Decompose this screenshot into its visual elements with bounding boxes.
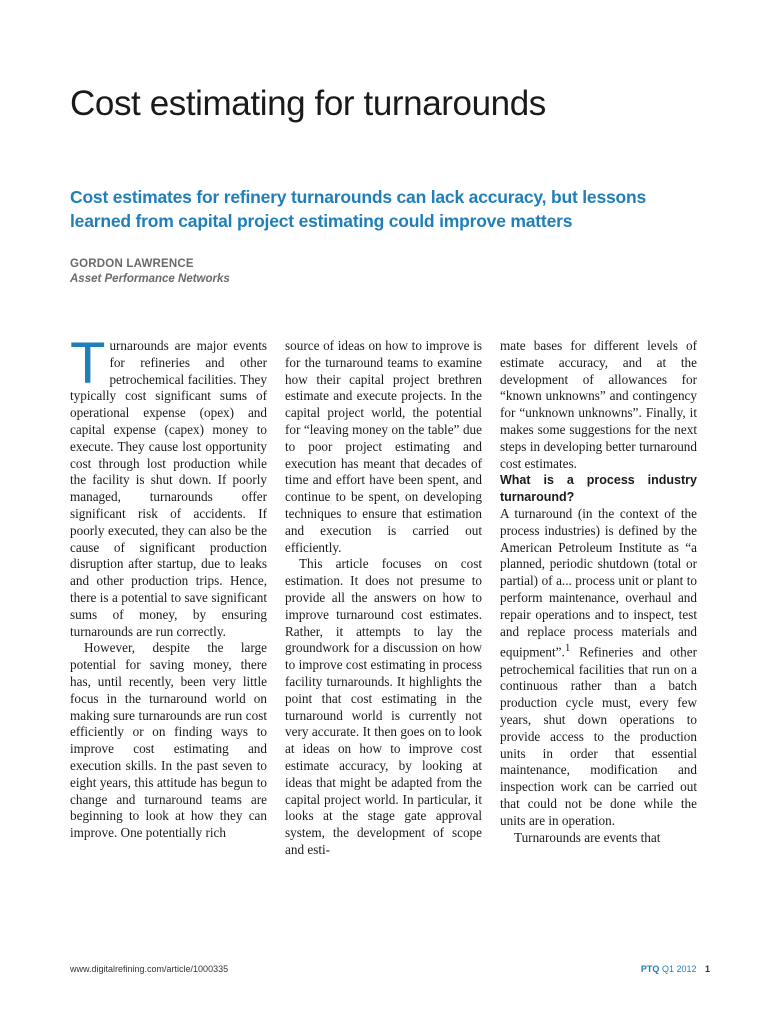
drop-cap: T bbox=[70, 331, 106, 396]
footer-publication-info bbox=[620, 964, 710, 974]
body-paragraph: However, despite the large potential for saving money, there has, until recently, been very little focus in the turnaround world on making sure turnarounds are run cost efficiently or on finding ways to improve cost estimating and execution skills. In the past seven to eight years, this attitude has begun to change and turnaround teams are beginning to look at how they can improve. One potentially rich bbox=[70, 640, 267, 841]
body-paragraph bbox=[70, 331, 267, 640]
column-2 bbox=[285, 338, 482, 859]
column-1 bbox=[70, 331, 267, 842]
issue-date: Q1 2012 bbox=[661, 964, 697, 974]
body-paragraph: source of ideas on how to improve is for the turnaround teams to examine how their capital project brethren estimate and execute projects. In the capital project world, the potential for “leaving money on the table” due to poor project estimating and execution has meant that decades of time and effort have been spent, and continue to be spent, on developing techniques to ensure that estimation and execution is carried out efficiently. bbox=[285, 338, 482, 555]
author-affiliation: Asset Performance Networks bbox=[70, 273, 230, 285]
author-name: GORDON LAWRENCE bbox=[70, 258, 194, 270]
article-standfirst: Cost estimates for refinery turnarounds can lack accuracy, but lessons learned from capital project estimating could improve matters bbox=[70, 187, 647, 231]
paragraph-text: A turnaround (in the context of the process industries) is defined by the American Petroleum Institute as “a planned, periodic shutdown (total or partial) of a... process unit or plant to perform maintenance, overhaul and repair operations and to inspect, test and replace process materials and equipment”. bbox=[500, 505, 697, 660]
footer-url[interactable]: www.digitalrefining.com/article/1000335 bbox=[70, 964, 229, 974]
body-paragraph: This article focuses on cost estimation. It does not presume to provide all the answers on how to improve turnaround cost estimates. Rather, it attempts to lay the groundwork for a discussion on how to improve cost estimating in process facility turnarounds. It highlights the point that cost estimating in the turnaround world is currently not very accurate. It then goes on to look at ideas on how to improve cost estimate accuracy, by looking at ideas that might be adapted from the capital project world. In particular, it looks at the stage gate approval system, the development of scope and esti- bbox=[285, 556, 482, 857]
body-paragraph bbox=[500, 506, 697, 830]
article-title: Cost estimating for turnarounds bbox=[70, 84, 546, 123]
paragraph-text: urnarounds are major events for refineries and other petrochemical facilities. They typically cost significant sums of operational expense (opex) and capital expense (capex) money to execute. They cause lost opportunity cost through lost production while the facility is shut down. If poorly managed, turnarounds offer significant risk of accidents. If poorly executed, they can also be the cause of significant production disruption after startup, due to leaks and other production trips. Hence, there is a potential to save significant sums of money, by ensuring turnarounds are run correctly. bbox=[70, 338, 267, 639]
body-paragraph: Turnarounds are events that bbox=[514, 829, 661, 845]
column-3 bbox=[500, 338, 697, 846]
paragraph-text: Refineries and other petrochemical facilities that run on a continuous rather than a batch production cycle must, every few years, shut down operations to provide access to the production units in order that essential maintenance, modification and inspection work can be carried out that could not be done while the units are in operation. bbox=[500, 644, 697, 828]
body-paragraph: mate bases for different levels of estimate accuracy, and at the development of allowances for “known unknowns” and contingency for “unknown unknowns”. Finally, it makes some suggestions for the next steps in developing better turnaround cost estimates. bbox=[500, 338, 697, 471]
page-number: 1 bbox=[704, 964, 710, 974]
section-subheading: What is a process industry turnaround? bbox=[500, 473, 697, 505]
publication-name: PTQ bbox=[640, 964, 660, 974]
footnote-reference: 1 bbox=[564, 642, 571, 655]
